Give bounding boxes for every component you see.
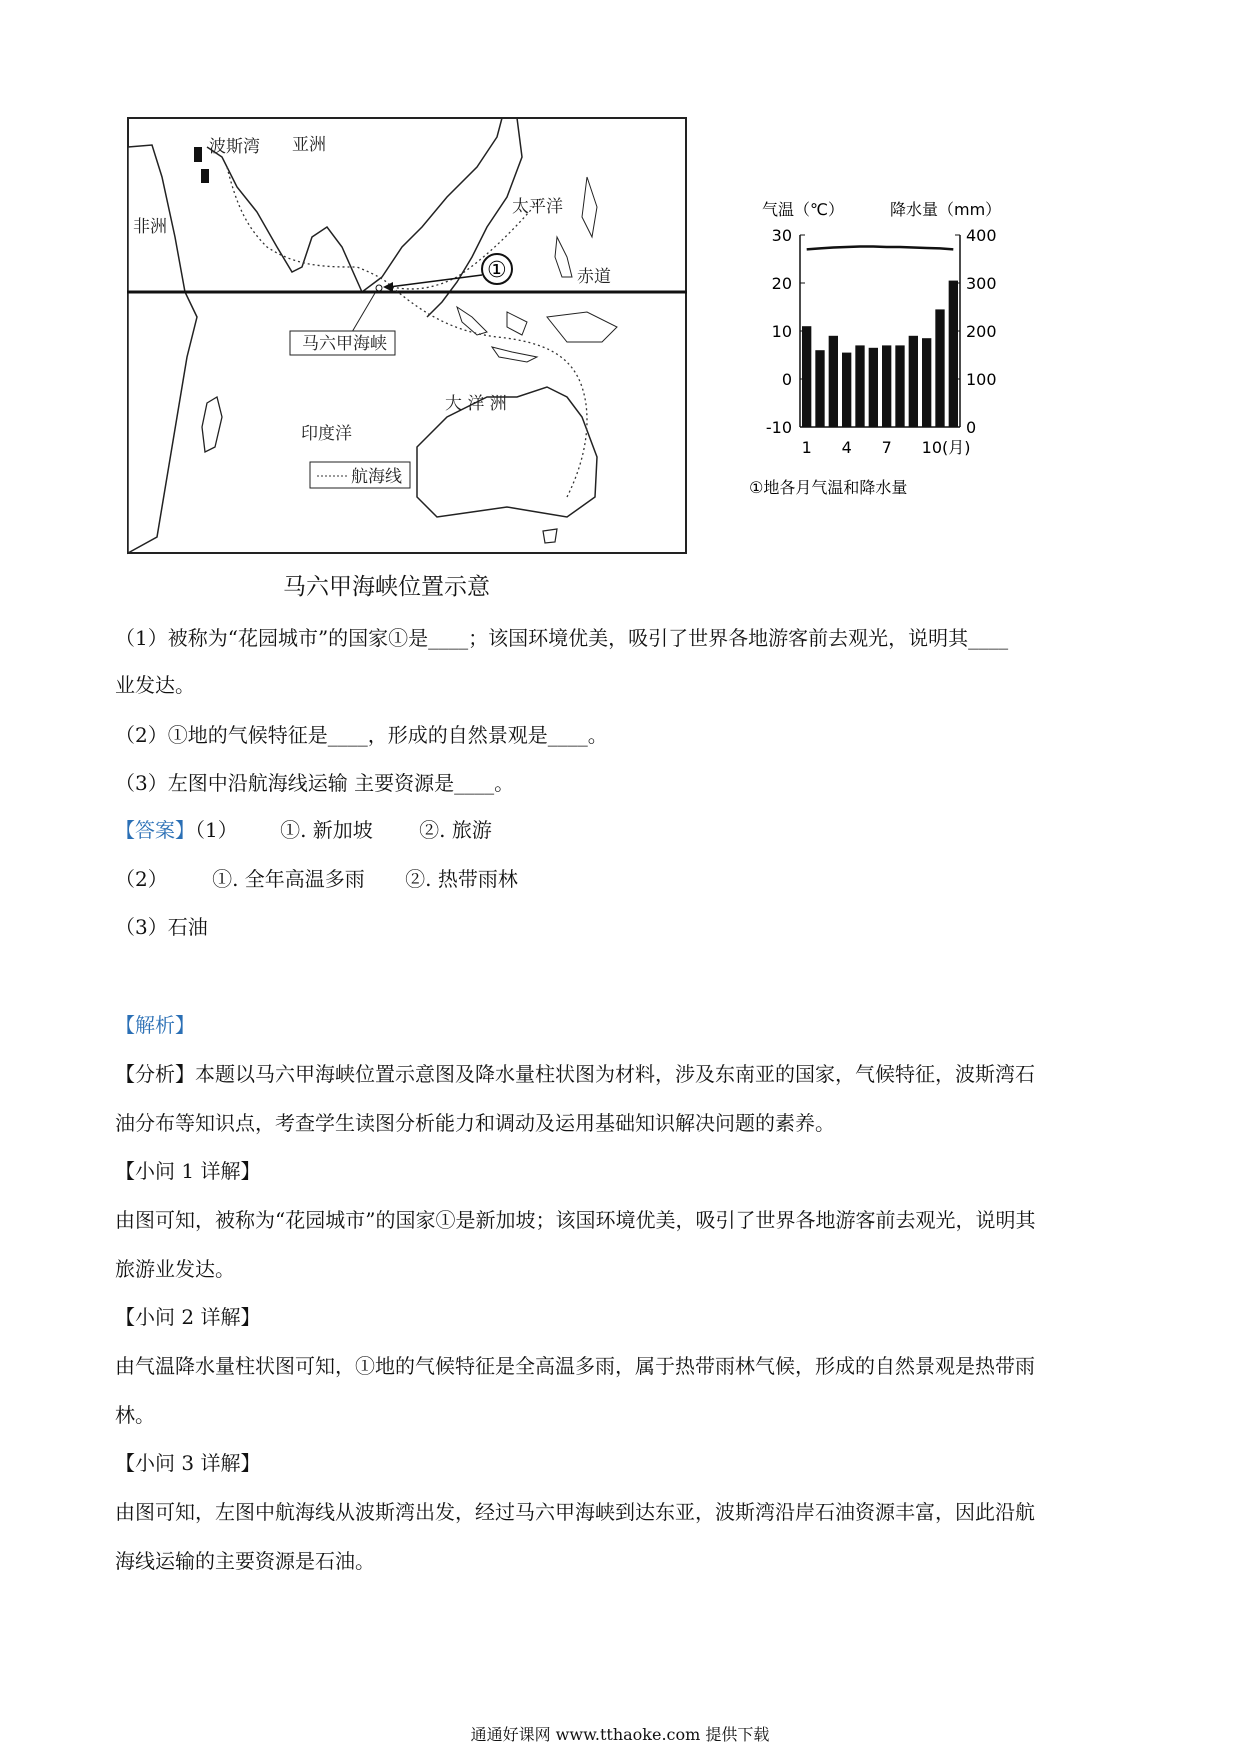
answer-2-1: ①. 全年高温多雨 <box>212 867 365 891</box>
detail-3-b: 海线运输的主要资源是石油。 <box>115 1549 375 1573</box>
left-tick-label: 10 <box>771 322 792 341</box>
precipitation-bar <box>802 326 811 427</box>
precipitation-bar <box>882 345 891 427</box>
malacca-map <box>127 117 687 557</box>
detail-1-a: 由图可知，被称为“花园城市”的国家①是新加坡；该国环境优美，吸引了世界各地游客前去观光，说明其 <box>115 1208 1036 1232</box>
precipitation-bar <box>815 350 824 427</box>
answer-1-num: （1） <box>195 818 238 842</box>
pacific-label: 太平洋 <box>512 197 563 217</box>
indian-ocean-label: 印度洋 <box>301 424 352 444</box>
left-tick-label: 20 <box>771 274 792 293</box>
precipitation-bar <box>829 336 838 427</box>
oceania-label: 大 洋 洲 <box>445 394 507 414</box>
precipitation-bar <box>842 353 851 427</box>
question-1-line-a: （1）被称为“花园城市”的国家①是____；该国环境优美，吸引了世界各地游客前去观光，说明其____ <box>115 626 1009 650</box>
equator-label: 赤道 <box>577 267 611 287</box>
precipitation-bar <box>935 309 944 427</box>
map-caption: 马六甲海峡位置示意 <box>283 574 490 600</box>
detail-1-heading: 【小问 1 详解】 <box>115 1159 261 1183</box>
detail-2-a: 由气温降水量柱状图可知，①地的气候特征是全高温多雨，属于热带雨林气候，形成的自然景观是热带雨 <box>115 1354 1035 1378</box>
precipitation-bar <box>909 336 918 427</box>
analysis-p1-a: 【分析】本题以马六甲海峡位置示意图及降水量柱状图为材料，涉及东南亚的国家，气候特征，波斯湾石 <box>115 1062 1035 1086</box>
asia-label: 亚洲 <box>292 135 326 155</box>
answer-row-3: （3）石油 <box>115 915 208 939</box>
precipitation-bar <box>855 345 864 427</box>
answer-1-1: ①. 新加坡 <box>280 818 373 842</box>
right-tick-label: 0 <box>966 418 977 437</box>
answer-2-2: ②. 热带雨林 <box>405 867 518 891</box>
answer-row-2 <box>115 865 518 893</box>
detail-2-b: 林。 <box>115 1403 155 1427</box>
precipitation-bar <box>922 338 931 427</box>
africa-label: 非洲 <box>133 217 167 237</box>
precipitation-bar <box>895 345 904 427</box>
answer-1-2: ②. 旅游 <box>419 818 492 842</box>
point1-marker: ① <box>487 258 507 283</box>
detail-3-a: 由图可知，左图中航海线从波斯湾出发，经过马六甲海峡到达东亚，波斯湾沿岸石油资源丰富，因此沿航 <box>115 1500 1035 1524</box>
x-tick-label: 4 <box>841 438 852 457</box>
persian-gulf-label: 波斯湾 <box>209 137 260 157</box>
x-tick-label: 10(月) <box>921 438 971 457</box>
right-tick-label: 200 <box>966 322 997 341</box>
detail-2-heading: 【小问 2 详解】 <box>115 1305 261 1329</box>
precipitation-bar <box>949 281 958 427</box>
left-tick-label: -10 <box>765 418 792 437</box>
answer-row-1 <box>115 816 492 844</box>
question-1-line-b: 业发达。 <box>115 673 195 697</box>
detail-1-b: 旅游业发达。 <box>115 1257 235 1281</box>
chart-title: ①地各月气温和降水量 <box>749 478 908 497</box>
answer-label: 【答案】 <box>115 818 195 842</box>
climate-chart <box>740 195 1020 505</box>
right-axis-title: 降水量（mm） <box>890 200 1002 219</box>
detail-3-heading: 【小问 3 详解】 <box>115 1451 261 1475</box>
legend-route-label: 航海线 <box>351 467 402 487</box>
x-tick-label: 1 <box>801 438 812 457</box>
temperature-line <box>807 247 954 250</box>
question-2: （2）①地的气候特征是____，形成的自然景观是____。 <box>115 723 608 747</box>
left-tick-label: 30 <box>771 226 792 245</box>
answer-2-num: （2） <box>115 867 168 891</box>
right-tick-label: 300 <box>966 274 997 293</box>
x-tick-label: 7 <box>881 438 892 457</box>
left-tick-label: 0 <box>781 370 792 389</box>
right-tick-label: 100 <box>966 370 997 389</box>
right-tick-label: 400 <box>966 226 997 245</box>
precipitation-bar <box>869 348 878 427</box>
page-footer: 通通好课网 www.tthaoke.com 提供下载 <box>470 1725 770 1744</box>
left-axis-title: 气温（℃） <box>762 200 844 219</box>
question-3: （3）左图中沿航海线运输 主要资源是____。 <box>115 771 515 795</box>
malacca-label: 马六甲海峡 <box>302 334 387 354</box>
analysis-label: 【解析】 <box>115 1013 195 1037</box>
analysis-p1-b: 油分布等知识点，考查学生读图分析能力和调动及运用基础知识解决问题的素养。 <box>115 1111 835 1135</box>
